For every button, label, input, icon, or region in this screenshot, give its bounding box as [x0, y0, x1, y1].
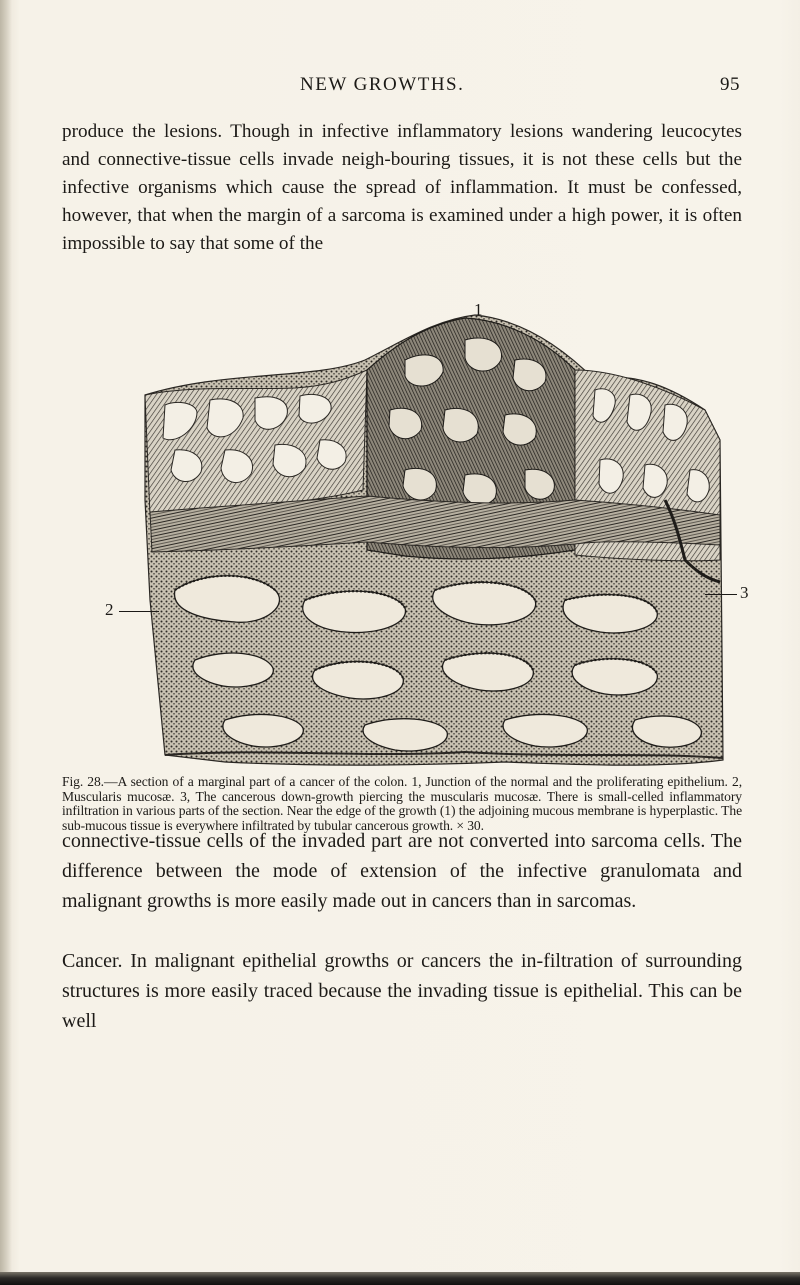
paragraph-cancer: Cancer. In malignant epithelial growths or cancers the in-filtration of surrounding structures is more easily traced because the invading tissue is epithelial. This can be well — [62, 950, 742, 1032]
figure-label-1: 1 — [474, 300, 483, 319]
paragraph-middle: connective-tissue cells of the invaded part are not converted into sarcoma cells. The difference between the mode of extension of the infective granulomata and malignant growths is more easily made out in cancers than in sarcomas. — [62, 830, 742, 912]
figure-label-2: 2 — [105, 600, 114, 619]
page-number: 95 — [720, 74, 740, 95]
figure-28 — [105, 300, 755, 770]
histology-engraving — [105, 300, 755, 770]
running-title: NEW GROWTHS. — [300, 74, 465, 95]
running-head — [300, 74, 740, 102]
leader-line-2 — [119, 611, 159, 612]
figure-caption: Fig. 28.—A section of a marginal part of a cancer of the colon. 1, Junction of the normal and the proliferating epithelium. 2, Muscularis mucosæ. 3, The cancerous down-growth piercing the muscularis mucosæ. There is small-celled inflammatory infiltration in various parts of the section. Near the edge of the growth (1) the adjoining mucous membrane is hyperplastic. The sub-mucous tissue is everywhere infiltrated by tubular cancerous growth. × 30. — [62, 774, 742, 833]
figure-label-3: 3 — [740, 583, 749, 602]
spine-shadow — [0, 0, 12, 1285]
page-bottom-edge — [0, 1272, 800, 1285]
paragraph-top: produce the lesions. Though in infective inflammatory lesions wandering leucocytes and connective-tissue cells invade neigh-bouring tissues, it is not these cells but the infective organisms which cause the spread of inflammation. It must be confessed, however, that when the margin of a sarcoma is examined under a high power, it is often impossible to say that some of the — [62, 121, 742, 254]
leader-line-3 — [705, 594, 737, 595]
